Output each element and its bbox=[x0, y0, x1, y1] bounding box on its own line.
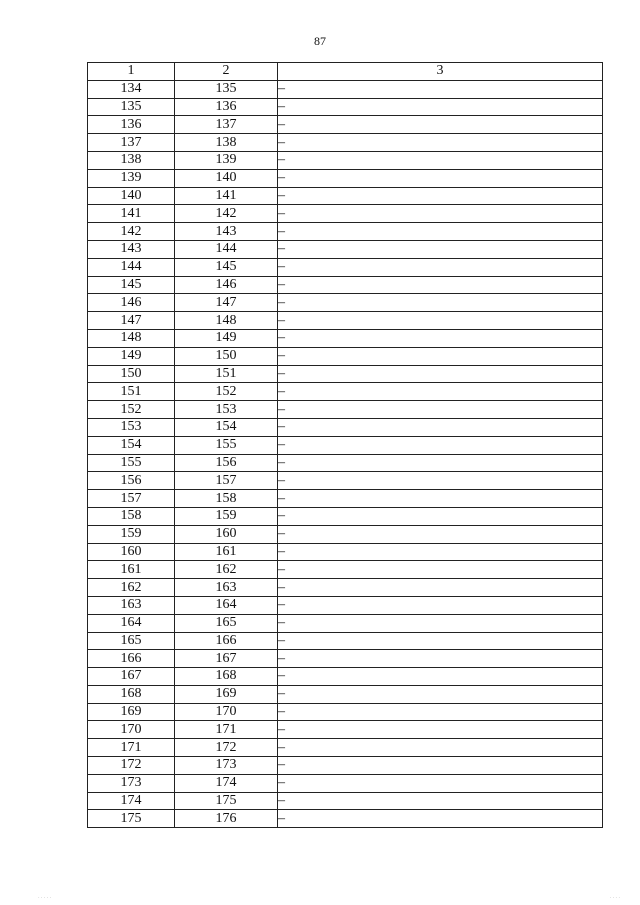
table-cell-col-3: – bbox=[278, 792, 603, 810]
table-row bbox=[88, 436, 603, 454]
table-cell-col-3: – bbox=[278, 258, 603, 276]
table-cell-col-3: – bbox=[278, 240, 603, 258]
table-header-row bbox=[88, 63, 603, 81]
scan-mark-left: · · · · · bbox=[38, 896, 52, 901]
table-cell-col-3: – bbox=[278, 596, 603, 614]
column-header-1: 1 bbox=[88, 63, 175, 81]
table-cell-col-3: – bbox=[278, 383, 603, 401]
table-row bbox=[88, 614, 603, 632]
table-cell-col-3: – bbox=[278, 757, 603, 775]
table-row bbox=[88, 365, 603, 383]
table-cell-col-3: – bbox=[278, 650, 603, 668]
table-row bbox=[88, 543, 603, 561]
table-row bbox=[88, 240, 603, 258]
table-cell-col-2: 138 bbox=[175, 134, 278, 152]
table-cell-col-2: 156 bbox=[175, 454, 278, 472]
table-cell-col-1: 143 bbox=[88, 240, 175, 258]
table-row bbox=[88, 383, 603, 401]
table-cell-col-3: – bbox=[278, 685, 603, 703]
table-cell-col-3: – bbox=[278, 543, 603, 561]
table-cell-col-2: 147 bbox=[175, 294, 278, 312]
table-row bbox=[88, 134, 603, 152]
table-cell-col-2: 146 bbox=[175, 276, 278, 294]
table-cell-col-3: – bbox=[278, 98, 603, 116]
table-row bbox=[88, 774, 603, 792]
table-cell-col-2: 170 bbox=[175, 703, 278, 721]
table-row bbox=[88, 116, 603, 134]
table-cell-col-1: 158 bbox=[88, 507, 175, 525]
table-cell-col-2: 167 bbox=[175, 650, 278, 668]
table-cell-col-3: – bbox=[278, 365, 603, 383]
table-cell-col-1: 136 bbox=[88, 116, 175, 134]
table-cell-col-1: 135 bbox=[88, 98, 175, 116]
table-row bbox=[88, 472, 603, 490]
table-cell-col-3: – bbox=[278, 169, 603, 187]
table-cell-col-2: 165 bbox=[175, 614, 278, 632]
table-row bbox=[88, 632, 603, 650]
table-row bbox=[88, 490, 603, 508]
table-cell-col-2: 144 bbox=[175, 240, 278, 258]
table-cell-col-1: 159 bbox=[88, 525, 175, 543]
table-cell-col-2: 171 bbox=[175, 721, 278, 739]
table-cell-col-2: 159 bbox=[175, 507, 278, 525]
table-row bbox=[88, 223, 603, 241]
table-cell-col-3: – bbox=[278, 614, 603, 632]
table-cell-col-1: 164 bbox=[88, 614, 175, 632]
table-row bbox=[88, 650, 603, 668]
table-cell-col-3: – bbox=[278, 525, 603, 543]
table-cell-col-1: 145 bbox=[88, 276, 175, 294]
table-cell-col-2: 139 bbox=[175, 151, 278, 169]
table-cell-col-2: 149 bbox=[175, 329, 278, 347]
table-row bbox=[88, 757, 603, 775]
scan-mark-right: · · · · bbox=[609, 896, 620, 901]
table-cell-col-1: 162 bbox=[88, 579, 175, 597]
table-cell-col-3: – bbox=[278, 276, 603, 294]
table-row bbox=[88, 151, 603, 169]
table-cell-col-1: 139 bbox=[88, 169, 175, 187]
table-row bbox=[88, 454, 603, 472]
table-cell-col-3: – bbox=[278, 810, 603, 828]
table-cell-col-3: – bbox=[278, 454, 603, 472]
table-row bbox=[88, 205, 603, 223]
table-row bbox=[88, 507, 603, 525]
table-row bbox=[88, 579, 603, 597]
table-cell-col-3: – bbox=[278, 116, 603, 134]
table-cell-col-2: 168 bbox=[175, 668, 278, 686]
table-cell-col-2: 154 bbox=[175, 418, 278, 436]
table-row bbox=[88, 401, 603, 419]
table-row bbox=[88, 668, 603, 686]
table-cell-col-1: 169 bbox=[88, 703, 175, 721]
table-cell-col-2: 136 bbox=[175, 98, 278, 116]
table-cell-col-3: – bbox=[278, 561, 603, 579]
table-cell-col-2: 150 bbox=[175, 347, 278, 365]
table-row bbox=[88, 169, 603, 187]
table-cell-col-3: – bbox=[278, 134, 603, 152]
table-cell-col-2: 173 bbox=[175, 757, 278, 775]
table-cell-col-2: 140 bbox=[175, 169, 278, 187]
table-cell-col-1: 141 bbox=[88, 205, 175, 223]
table-cell-col-3: – bbox=[278, 472, 603, 490]
table-row bbox=[88, 258, 603, 276]
table-cell-col-2: 161 bbox=[175, 543, 278, 561]
table-cell-col-2: 176 bbox=[175, 810, 278, 828]
table-row bbox=[88, 80, 603, 98]
table-cell-col-2: 172 bbox=[175, 739, 278, 757]
table-cell-col-3: – bbox=[278, 703, 603, 721]
table-cell-col-1: 146 bbox=[88, 294, 175, 312]
table-row bbox=[88, 685, 603, 703]
table-cell-col-1: 152 bbox=[88, 401, 175, 419]
table-cell-col-2: 142 bbox=[175, 205, 278, 223]
table-row bbox=[88, 561, 603, 579]
table-cell-col-1: 165 bbox=[88, 632, 175, 650]
table-row bbox=[88, 329, 603, 347]
table-cell-col-3: – bbox=[278, 774, 603, 792]
table-cell-col-1: 134 bbox=[88, 80, 175, 98]
table-cell-col-2: 155 bbox=[175, 436, 278, 454]
table-row bbox=[88, 721, 603, 739]
table-cell-col-3: – bbox=[278, 329, 603, 347]
table-cell-col-1: 137 bbox=[88, 134, 175, 152]
table-cell-col-3: – bbox=[278, 579, 603, 597]
table-cell-col-3: – bbox=[278, 312, 603, 330]
table-cell-col-1: 170 bbox=[88, 721, 175, 739]
table-cell-col-2: 164 bbox=[175, 596, 278, 614]
table-cell-col-3: – bbox=[278, 436, 603, 454]
table-cell-col-1: 174 bbox=[88, 792, 175, 810]
table-cell-col-3: – bbox=[278, 347, 603, 365]
table-cell-col-1: 140 bbox=[88, 187, 175, 205]
table-cell-col-3: – bbox=[278, 187, 603, 205]
table-cell-col-1: 151 bbox=[88, 383, 175, 401]
table-cell-col-2: 163 bbox=[175, 579, 278, 597]
table-cell-col-3: – bbox=[278, 151, 603, 169]
table-cell-col-1: 166 bbox=[88, 650, 175, 668]
table-cell-col-1: 157 bbox=[88, 490, 175, 508]
table-cell-col-1: 144 bbox=[88, 258, 175, 276]
data-table bbox=[87, 62, 603, 828]
page-number: 87 bbox=[314, 34, 326, 48]
table-cell-col-3: – bbox=[278, 507, 603, 525]
table-cell-col-2: 169 bbox=[175, 685, 278, 703]
table-cell-col-1: 175 bbox=[88, 810, 175, 828]
table-cell-col-2: 137 bbox=[175, 116, 278, 134]
table-cell-col-1: 149 bbox=[88, 347, 175, 365]
table-cell-col-1: 148 bbox=[88, 329, 175, 347]
table-body bbox=[88, 80, 603, 827]
table-cell-col-2: 175 bbox=[175, 792, 278, 810]
table-cell-col-2: 141 bbox=[175, 187, 278, 205]
table-cell-col-1: 142 bbox=[88, 223, 175, 241]
table-cell-col-2: 160 bbox=[175, 525, 278, 543]
table-cell-col-2: 162 bbox=[175, 561, 278, 579]
table-row bbox=[88, 810, 603, 828]
table-cell-col-1: 156 bbox=[88, 472, 175, 490]
table-cell-col-1: 168 bbox=[88, 685, 175, 703]
table-cell-col-1: 173 bbox=[88, 774, 175, 792]
table-row bbox=[88, 312, 603, 330]
table-cell-col-2: 143 bbox=[175, 223, 278, 241]
table-cell-col-2: 157 bbox=[175, 472, 278, 490]
table-cell-col-1: 161 bbox=[88, 561, 175, 579]
table-cell-col-1: 154 bbox=[88, 436, 175, 454]
table-row bbox=[88, 98, 603, 116]
table-cell-col-1: 160 bbox=[88, 543, 175, 561]
table-row bbox=[88, 703, 603, 721]
table-cell-col-2: 135 bbox=[175, 80, 278, 98]
table-cell-col-3: – bbox=[278, 632, 603, 650]
table-cell-col-2: 145 bbox=[175, 258, 278, 276]
table-cell-col-1: 163 bbox=[88, 596, 175, 614]
table-cell-col-1: 171 bbox=[88, 739, 175, 757]
table-cell-col-2: 148 bbox=[175, 312, 278, 330]
table-cell-col-3: – bbox=[278, 401, 603, 419]
table-row bbox=[88, 347, 603, 365]
table-cell-col-2: 153 bbox=[175, 401, 278, 419]
table-row bbox=[88, 294, 603, 312]
table-cell-col-1: 147 bbox=[88, 312, 175, 330]
table-cell-col-1: 150 bbox=[88, 365, 175, 383]
table-cell-col-3: – bbox=[278, 721, 603, 739]
table-row bbox=[88, 792, 603, 810]
table-cell-col-3: – bbox=[278, 223, 603, 241]
table-cell-col-3: – bbox=[278, 294, 603, 312]
table-cell-col-3: – bbox=[278, 490, 603, 508]
table-row bbox=[88, 525, 603, 543]
table-cell-col-2: 152 bbox=[175, 383, 278, 401]
table-cell-col-3: – bbox=[278, 205, 603, 223]
table-row bbox=[88, 276, 603, 294]
column-header-3: 3 bbox=[278, 63, 603, 81]
table-cell-col-2: 166 bbox=[175, 632, 278, 650]
table-cell-col-3: – bbox=[278, 668, 603, 686]
table-row bbox=[88, 739, 603, 757]
table-cell-col-1: 138 bbox=[88, 151, 175, 169]
column-header-2: 2 bbox=[175, 63, 278, 81]
table-row bbox=[88, 418, 603, 436]
table-cell-col-2: 158 bbox=[175, 490, 278, 508]
table-row bbox=[88, 596, 603, 614]
table-cell-col-2: 174 bbox=[175, 774, 278, 792]
table-cell-col-1: 155 bbox=[88, 454, 175, 472]
table-cell-col-3: – bbox=[278, 739, 603, 757]
table-cell-col-3: – bbox=[278, 80, 603, 98]
table-cell-col-1: 167 bbox=[88, 668, 175, 686]
table-cell-col-1: 172 bbox=[88, 757, 175, 775]
table-cell-col-2: 151 bbox=[175, 365, 278, 383]
table-cell-col-3: – bbox=[278, 418, 603, 436]
table-row bbox=[88, 187, 603, 205]
table-cell-col-1: 153 bbox=[88, 418, 175, 436]
